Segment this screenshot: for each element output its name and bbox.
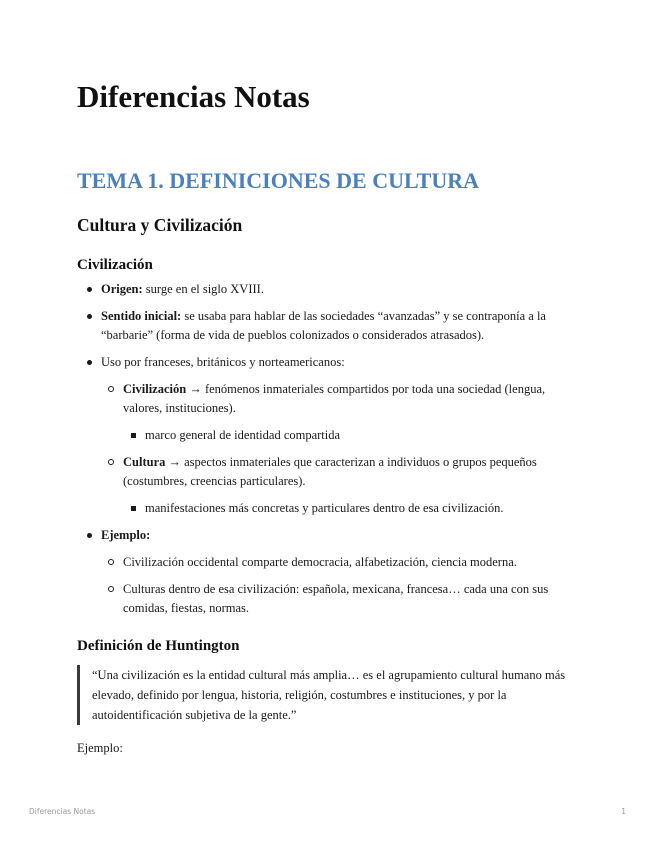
- ejemplo-final: Ejemplo:: [77, 741, 123, 755]
- origen-text: surge en el siglo XVIII.: [142, 282, 264, 296]
- cult-sub-text: manifestaciones más concretas y particulares dentro de esa civilización.: [145, 501, 504, 515]
- list-item-ejemplo-1: [101, 553, 577, 572]
- civilizacion-list: [77, 280, 577, 626]
- hollow-bullet-icon: [108, 386, 114, 392]
- footer-document-name: Diferencias Notas: [29, 807, 96, 816]
- section-heading: Cultura y Civilización: [77, 215, 243, 235]
- sentido-label: Sentido inicial:: [101, 309, 182, 323]
- list-item-sentido: [77, 307, 577, 345]
- bullet-icon: [87, 360, 92, 365]
- ejemplo-label: Ejemplo:: [101, 528, 151, 542]
- uso-sublist: [101, 380, 577, 518]
- civ-label: Civilización: [123, 382, 187, 396]
- list-item-cultura: [101, 453, 577, 518]
- list-item-civilizacion: [101, 380, 577, 445]
- ejemplo-2-text: Culturas dentro de esa civilización: española, mexicana, francesa… cada una con sus comidas, fiestas, normas.: [123, 582, 549, 615]
- huntington-quote: [77, 665, 572, 725]
- hollow-bullet-icon: [108, 559, 114, 565]
- list-item-ejemplo-2: [101, 580, 577, 618]
- subsection-heading-civilizacion: Civilización: [77, 257, 153, 273]
- civ-text: → fenómenos inmateriales compartidos por toda una sociedad (lengua, valores, instituciones).: [123, 382, 546, 415]
- square-bullet-icon: [131, 433, 136, 438]
- sentido-text: se usaba para hablar de las sociedades “avanzadas” y se contraponía a la “barbarie” (forma de vida de pueblos colonizados o considerados atrasados).: [101, 309, 546, 342]
- cult-label: Cultura: [123, 455, 166, 469]
- quote-text: “Una civilización es la entidad cultural más amplia… es el agrupamiento cultural humano más elevado, definido por lengua, historia, religión, costumbres e instituciones, y por la autoidentificación subjetiva de la gente.”: [92, 668, 566, 722]
- square-bullet-icon: [131, 506, 136, 511]
- hollow-bullet-icon: [108, 586, 114, 592]
- hollow-bullet-icon: [108, 459, 114, 465]
- bullet-icon: [87, 314, 92, 319]
- tema-heading: TEMA 1. DEFINICIONES DE CULTURA: [77, 168, 479, 193]
- civ-sublist: [123, 426, 577, 445]
- list-item-cult-sub: [123, 499, 577, 518]
- list-item-ejemplo: [77, 526, 577, 618]
- list-item-origen: [77, 280, 577, 299]
- list-item-uso: [77, 353, 577, 518]
- cult-text: → aspectos inmateriales que caracterizan a individuos o grupos pequeños (costumbres, creencias particulares).: [123, 455, 537, 488]
- footer-page-number: 1: [621, 807, 626, 816]
- list-item-civ-sub: [123, 426, 577, 445]
- bullet-icon: [87, 287, 92, 292]
- document-title: Diferencias Notas: [77, 79, 310, 114]
- bullet-icon: [87, 533, 92, 538]
- uso-text: Uso por franceses, británicos y norteamericanos:: [101, 355, 345, 369]
- ejemplo-1-text: Civilización occidental comparte democracia, alfabetización, ciencia moderna.: [123, 555, 517, 569]
- cult-sublist: [123, 499, 577, 518]
- civ-sub-text: marco general de identidad compartida: [145, 428, 341, 442]
- ejemplo-sublist: [101, 553, 577, 618]
- subsection-heading-huntington: Definición de Huntington: [77, 638, 240, 654]
- origen-label: Origen:: [101, 282, 143, 296]
